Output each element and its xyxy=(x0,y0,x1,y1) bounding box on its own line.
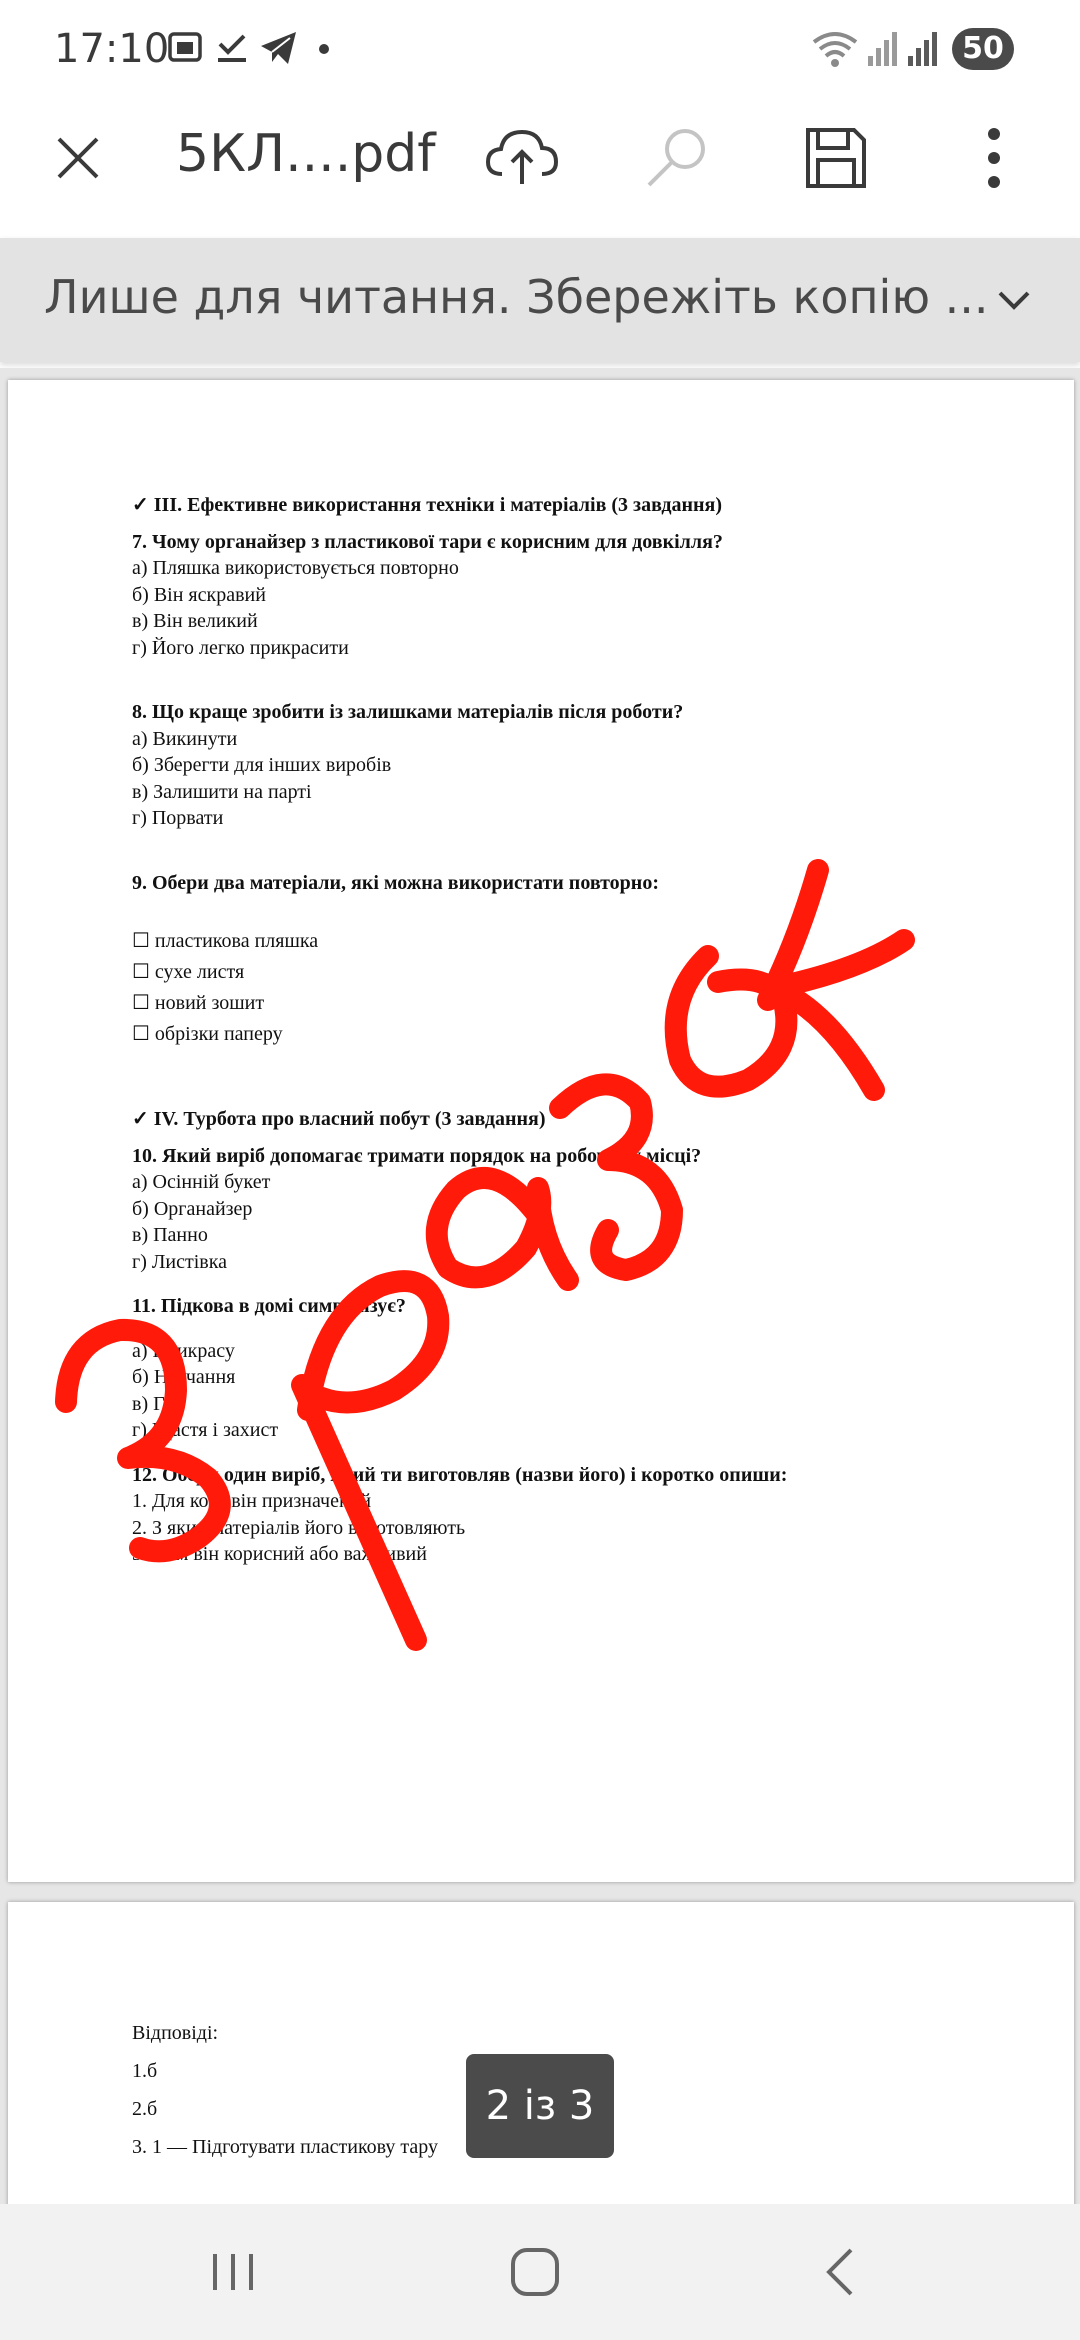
document-title: 5КЛ....pdf xyxy=(176,124,436,184)
upload-button[interactable] xyxy=(474,110,570,206)
answer-line: 2.б xyxy=(132,2098,158,2120)
save-icon xyxy=(804,126,868,190)
answer-option: 3. Чим він корисний або важливий xyxy=(132,1543,427,1565)
banner-expand-button[interactable] xyxy=(974,260,1054,340)
checkbox-option: ☐ пластикова пляшка xyxy=(132,930,319,952)
answer-option: б) Органайзер xyxy=(132,1197,253,1220)
search-icon xyxy=(643,123,713,193)
save-button[interactable] xyxy=(788,110,884,206)
more-options-button[interactable] xyxy=(946,110,1042,206)
signal-icon xyxy=(906,28,940,73)
battery-level: 50 xyxy=(952,28,1014,70)
pdf-page xyxy=(8,380,1074,1882)
answer-line: 3. 1 — Підготувати пластикову тару xyxy=(132,2136,439,2158)
gallery-icon xyxy=(166,28,206,73)
pdf-page xyxy=(8,1902,1074,2204)
question: 9. Обери два матеріали, які можна використати повторно: xyxy=(132,871,659,894)
section-heading: ✓ III. Ефективне використання техніки і матеріалів (3 завдання) xyxy=(132,494,723,516)
signal-icon xyxy=(866,28,900,73)
question: 8. Що краще зробити із залишками матеріалів після роботи? xyxy=(132,701,684,723)
recent-apps-button[interactable] xyxy=(178,2228,288,2316)
pdf-viewport[interactable] xyxy=(0,368,1080,2204)
answer-option: г) Листівка xyxy=(132,1250,228,1273)
answer-option: в) Залишити на парті xyxy=(132,780,312,803)
back-button[interactable] xyxy=(784,2228,894,2316)
banner-text: Лише для читання. Збережіть копію ... xyxy=(44,270,989,324)
more-vertical-icon xyxy=(984,126,1004,190)
page-content xyxy=(132,492,787,1568)
dot-icon xyxy=(318,42,330,60)
question: 11. Підкова в домі символізує? xyxy=(132,1295,406,1317)
answer-option: 1. Для кого він призначений xyxy=(132,1490,372,1512)
status-bar xyxy=(0,0,1080,100)
checkbox-option: ☐ новий зошит xyxy=(132,992,265,1014)
telegram-icon xyxy=(258,28,300,73)
answer-line: 1.б xyxy=(132,2060,158,2082)
home-icon xyxy=(509,2246,561,2298)
answer-option: г) Його легко прикрасити xyxy=(132,636,349,659)
answer-option: 2. З яких матеріалів його виготовляють xyxy=(132,1516,466,1539)
search-button[interactable] xyxy=(630,110,726,206)
answer-option: а) Пляшка використовується повторно xyxy=(132,557,459,579)
answer-option: г) Щастя і захист xyxy=(132,1419,279,1441)
recent-apps-icon xyxy=(209,2250,257,2294)
status-time: 17:10 xyxy=(54,26,170,72)
checkbox-option: ☐ сухе листя xyxy=(132,961,245,983)
page-content xyxy=(132,2014,438,2166)
home-button[interactable] xyxy=(480,2228,590,2316)
checkmark-icon xyxy=(214,28,250,73)
answer-option: в) Він великий xyxy=(132,610,258,632)
page-indicator: 2 із 3 xyxy=(466,2054,614,2158)
cloud-upload-icon xyxy=(484,126,560,190)
read-only-banner[interactable] xyxy=(0,238,1080,362)
close-icon xyxy=(53,133,103,183)
answer-option: г) Порвати xyxy=(132,807,224,829)
answer-option: б) Навчання xyxy=(132,1366,236,1388)
question: 12. Обери один виріб, який ти виготовляв (назви його) і коротко опиши: xyxy=(132,1463,788,1486)
answer-option: а) Прикрасу xyxy=(132,1339,235,1362)
answer-option: б) Зберегти для інших виробів xyxy=(132,754,392,776)
chevron-down-icon xyxy=(997,290,1031,310)
checkbox-option: ☐ обрізки паперу xyxy=(132,1023,283,1045)
close-button[interactable] xyxy=(30,110,126,206)
answers-heading: Відповіді: xyxy=(132,2022,219,2044)
section-heading: ✓ IV. Турбота про власний побут (3 завдання) xyxy=(132,1108,546,1130)
wifi-icon xyxy=(810,28,860,75)
question: 10. Який виріб допомагає тримати порядок на робочому місці? xyxy=(132,1144,702,1167)
answer-option: а) Осінній букет xyxy=(132,1171,271,1193)
app-toolbar xyxy=(0,100,1080,238)
back-icon xyxy=(821,2246,857,2298)
answer-option: а) Викинути xyxy=(132,727,238,750)
system-nav-bar xyxy=(0,2204,1080,2340)
question: 7. Чому органайзер з пластикової тари є корисним для довкілля? xyxy=(132,530,723,553)
answer-option: в) Панно xyxy=(132,1224,208,1246)
answer-option: б) Він яскравий xyxy=(132,583,266,606)
answer-option: в) Гру xyxy=(132,1392,184,1415)
